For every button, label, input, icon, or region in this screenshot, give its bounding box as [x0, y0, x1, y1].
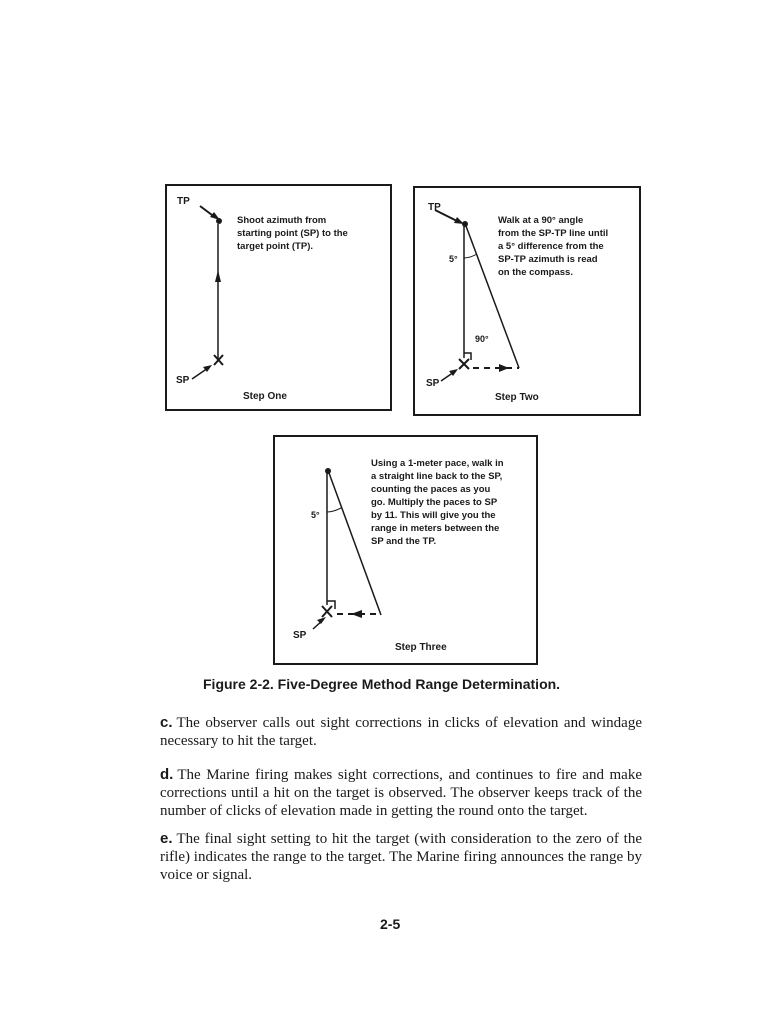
paragraph-text: The observer calls out sight corrections in clicks of elevation and windage necessary to hit the target.: [160, 715, 642, 749]
description-line: Walk at a 90° angle: [498, 215, 584, 226]
step-two-description: [498, 214, 608, 279]
step-two-panel: [413, 186, 641, 416]
paragraph-letter: c.: [160, 714, 173, 731]
description-line: counting the paces as you: [371, 484, 491, 495]
description-line: SP-TP azimuth is read: [498, 254, 598, 265]
baseline-arrowhead: [499, 364, 509, 372]
sp-label: SP: [176, 375, 190, 386]
paragraph-letter: d.: [160, 766, 174, 783]
description-line: a straight line back to the SP,: [371, 471, 503, 482]
tp-dot: [462, 221, 468, 227]
sp-pointer-arrowhead: [317, 617, 326, 624]
tp-dot: [325, 468, 331, 474]
paragraph-text: The final sight setting to hit the target (with consideration to the zero of the rifle) indicates the range to the target. The Marine firing announces the range by voice or signal.: [160, 831, 642, 883]
five-degree-label: 5°: [449, 254, 458, 264]
step-one-label: Step One: [243, 391, 287, 402]
page-number: 2-5: [380, 916, 401, 932]
step-three-label: Step Three: [395, 642, 447, 653]
five-degree-arc: [464, 254, 477, 258]
paragraph-text: The Marine firing makes sight corrections, and continues to fire and make corrections until a hit on the target is observed. The observer keeps track of the number of clicks of elevation made in getting the round onto the target.: [160, 767, 642, 819]
tp-label: TP: [428, 202, 441, 213]
description-line: SP and the TP.: [371, 536, 437, 547]
five-degree-arc: [327, 508, 341, 512]
right-angle-marker: [464, 353, 471, 360]
description-line: Shoot azimuth from: [237, 215, 327, 226]
azimuth-arrowhead: [215, 270, 221, 282]
description-line: go. Multiply the paces to SP: [371, 497, 498, 508]
description-line: by 11. This will give you the: [371, 510, 496, 521]
step-two-label: Step Two: [495, 392, 539, 403]
five-degree-label: 5°: [311, 510, 320, 520]
description-line: on the compass.: [498, 267, 573, 278]
paragraph-e: [160, 830, 642, 884]
tp-label: TP: [177, 196, 190, 207]
step-three-panel: [273, 435, 538, 665]
description-line: Using a 1-meter pace, walk in: [371, 458, 504, 469]
step-one-description: [237, 214, 348, 253]
description-line: target point (TP).: [237, 241, 313, 252]
paragraph-d: [160, 766, 642, 820]
ninety-degree-label: 90°: [475, 334, 489, 344]
paragraph-letter: e.: [160, 830, 173, 847]
description-line: range in meters between the: [371, 523, 500, 534]
step-three-description: [371, 457, 504, 548]
tp-dot: [216, 218, 222, 224]
description-line: from the SP-TP line until: [498, 228, 609, 239]
step-one-panel: [165, 184, 392, 411]
figure-caption: Figure 2-2. Five-Degree Method Range Determination.: [203, 676, 561, 692]
description-line: a 5° difference from the: [498, 241, 604, 252]
paragraph-c: [160, 714, 642, 750]
sp-label: SP: [426, 378, 440, 389]
description-line: starting point (SP) to the: [237, 228, 348, 239]
sp-label: SP: [293, 630, 307, 641]
return-arrowhead: [351, 610, 362, 618]
